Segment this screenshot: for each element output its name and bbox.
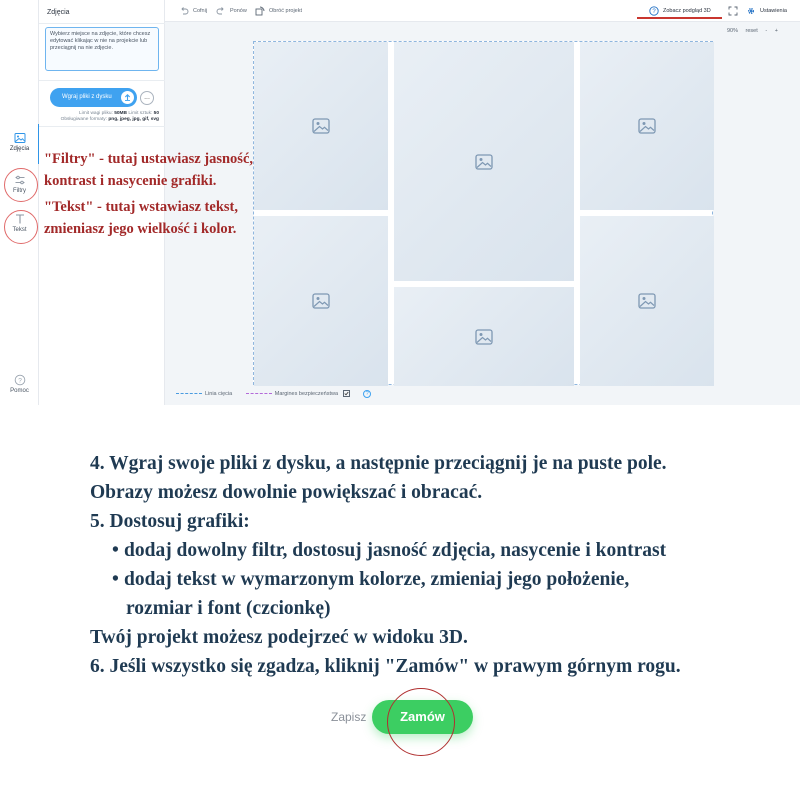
annotation-circle-filters xyxy=(4,168,38,202)
image-placeholder-icon xyxy=(475,154,493,170)
divider xyxy=(39,80,165,81)
canvas-legend xyxy=(176,390,371,398)
zoom-controls xyxy=(727,28,784,34)
bullet-text: dodaj dowolny filtr, dostosuj jasność zdjęcia, nasycenie i kontrast xyxy=(124,540,667,561)
rotate-icon xyxy=(255,6,265,16)
photo-slot[interactable] xyxy=(580,42,714,210)
bullet-text: dodaj tekst w wymarzonym kolorze, zmieniaj jego położenie, xyxy=(124,569,630,590)
image-icon xyxy=(14,132,26,144)
undo-label: Cofnij xyxy=(193,8,208,14)
svg-text:?: ? xyxy=(17,377,22,385)
fullscreen-button[interactable] xyxy=(728,6,738,17)
photo-slot[interactable] xyxy=(580,216,714,386)
zoom-out-button[interactable]: - xyxy=(765,28,768,34)
image-placeholder-icon xyxy=(638,293,656,309)
redo-label: Ponów xyxy=(230,8,247,14)
zoom-in-button[interactable]: + xyxy=(774,28,778,34)
instruction-bullet-text-continued: rozmiar i font (czcionkę) xyxy=(126,598,331,619)
help-circle-icon xyxy=(649,6,659,16)
settings-button[interactable] xyxy=(746,6,796,17)
upload-button[interactable] xyxy=(50,88,137,107)
instruction-step-5: 5. Dostosuj grafiki: xyxy=(90,511,250,532)
upload-limits xyxy=(47,111,159,123)
photo-slot[interactable] xyxy=(254,216,388,386)
settings-label: Ustawienia xyxy=(760,8,787,14)
image-placeholder-icon xyxy=(312,293,330,309)
rail-item-photos[interactable] xyxy=(0,132,39,152)
zoom-reset-button[interactable]: reset xyxy=(745,28,758,34)
safety-margin-swatch xyxy=(246,393,272,394)
limits-formats-value: png, jpeg, jpg, gif, svg xyxy=(108,117,159,123)
instructions xyxy=(90,449,790,681)
rail-item-label: Tekst xyxy=(12,227,27,233)
redo-button[interactable] xyxy=(216,6,252,17)
photo-slot[interactable] xyxy=(394,287,574,386)
rail-item-label: Pomoc xyxy=(10,388,29,394)
upload-icon xyxy=(121,91,134,104)
annotation-text-tool: "Tekst" - tutaj wstawiasz tekst, zmieniasz jego wielkość i kolor. xyxy=(44,199,238,237)
annotation-underline xyxy=(637,17,722,19)
instruction-step-6: 6. Jeśli wszystko się zgadza, kliknij "Zamów" w prawym górnym rogu. xyxy=(90,656,681,677)
panel-title: Zdjęcia xyxy=(47,9,70,16)
divider xyxy=(39,126,165,127)
photo-slot[interactable] xyxy=(394,42,574,281)
image-placeholder-icon xyxy=(312,118,330,134)
checkmark-icon xyxy=(344,391,349,396)
undo-button[interactable] xyxy=(179,6,215,17)
upload-button-label: Wgraj pliki z dysku xyxy=(62,94,112,100)
cut-line-label: Linia cięcia xyxy=(205,391,233,397)
help-icon xyxy=(14,374,26,386)
instruction-step-4-detail: Obrazy możesz dowolnie powiększać i obracać. xyxy=(90,482,483,503)
legend-cut-line xyxy=(176,391,232,397)
zoom-level: 90% xyxy=(727,28,739,34)
svg-text:?: ? xyxy=(652,9,656,16)
instruction-bullet-text xyxy=(90,565,790,594)
undo-icon xyxy=(179,6,189,16)
more-options-button[interactable]: ... xyxy=(140,91,154,105)
instruction-preview-3d: Twój projekt możesz podejrzeć w widoku 3D. xyxy=(90,627,468,648)
legend-help-icon[interactable]: ? xyxy=(363,390,371,398)
limits-weight-label: Limit wagi pliku: xyxy=(79,111,115,116)
rotate-project-label: Obróć projekt xyxy=(269,8,303,14)
safety-margin-checkbox[interactable] xyxy=(343,390,350,397)
safety-margin-label: Margines bezpieczeństwa xyxy=(274,391,339,397)
rail-item-label: Zdjęcia xyxy=(9,146,30,152)
instruction-step-4: 4. Wgraj swoje pliki z dysku, a następnie przeciągnij je na puste pole. xyxy=(90,453,667,474)
rail-item-label: Filtry xyxy=(13,188,26,194)
limits-weight-value: 50MB xyxy=(114,111,127,116)
annotation-circle-text xyxy=(4,210,38,244)
preview-3d-label: Zobacz podgląd 3D xyxy=(663,8,711,14)
limits-formats-label: Obsługiwane formaty: xyxy=(60,117,109,123)
redo-icon xyxy=(216,6,226,16)
icon-rail xyxy=(0,0,39,405)
rotate-project-button[interactable] xyxy=(255,6,315,17)
legend-safety-margin xyxy=(246,391,351,397)
photo-slot[interactable] xyxy=(254,42,388,210)
annotation-text xyxy=(44,148,259,240)
design-canvas xyxy=(253,41,713,385)
order-button[interactable]: Zamów xyxy=(372,700,473,734)
divider xyxy=(39,23,165,24)
annotation-circle-order xyxy=(387,688,455,756)
rail-item-help[interactable] xyxy=(0,374,39,394)
instruction-bullet-filter xyxy=(90,536,790,565)
cut-line-swatch xyxy=(176,393,202,394)
limits-count-value: 50 xyxy=(153,111,159,116)
panel-hint: Wybierz miejsce na zdjęcie, które chcesz edytować klikając w nie na projekcie lub przeciągnij na nie zdjęcie. xyxy=(45,27,159,71)
limits-count-label: Limit sztuk: xyxy=(127,111,154,116)
annotation-filters: "Filtry" - tutaj ustawiasz jasność, kontrast i nasycenie grafiki. xyxy=(44,151,254,189)
preview-3d-button[interactable] xyxy=(649,6,729,17)
gear-icon xyxy=(746,6,756,16)
fullscreen-icon xyxy=(728,6,738,16)
image-placeholder-icon xyxy=(475,329,493,345)
top-toolbar xyxy=(165,0,800,22)
save-button[interactable]: Zapisz xyxy=(331,710,367,724)
image-placeholder-icon xyxy=(638,118,656,134)
